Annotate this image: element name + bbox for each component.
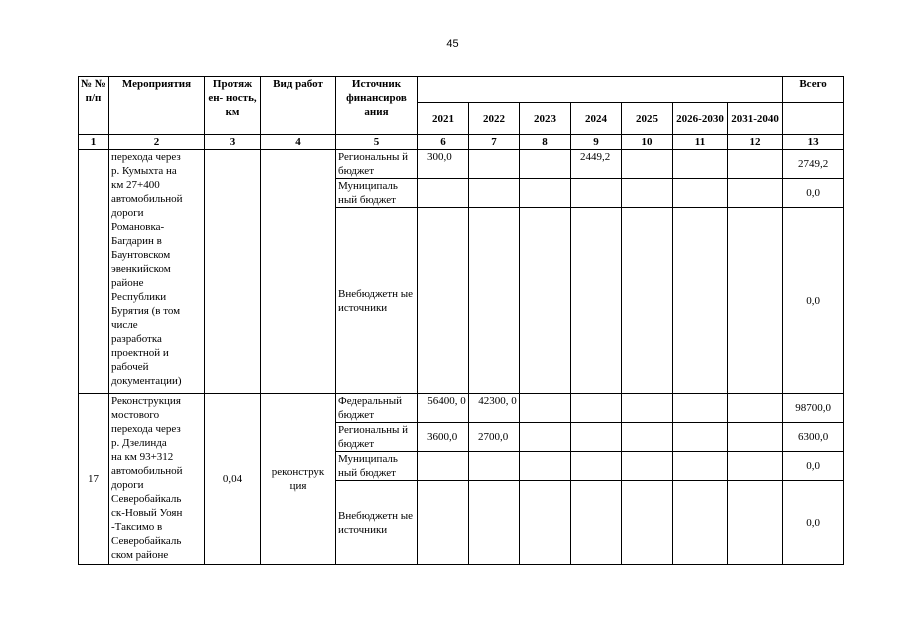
value-cell: [622, 208, 673, 394]
financing-table: [78, 76, 844, 565]
header-work-type: Вид работ: [261, 77, 336, 135]
value-cell: [728, 452, 783, 481]
value-cell: [469, 208, 520, 394]
value-cell: [520, 179, 571, 208]
value-cell: [728, 150, 783, 179]
value-cell: [571, 208, 622, 394]
column-number: 7: [469, 135, 520, 150]
value-cell: [673, 423, 728, 452]
header-num: № № п/п: [79, 77, 109, 135]
event-description: перехода через р. Кумыхта на км 27+400 автомобильной дороги Романовка- Багдарин в Баунтовском эвенкийском районе Республики Бурятия (в том числе разработка проектной и рабочей документации): [109, 150, 205, 394]
value-cell: [418, 179, 469, 208]
column-number: 2: [109, 135, 205, 150]
value-cell: 42300, 0: [469, 394, 520, 423]
value-cell: [622, 394, 673, 423]
value-cell: [622, 150, 673, 179]
column-number: 4: [261, 135, 336, 150]
header-year: 2031-2040: [728, 103, 783, 135]
value-cell: [728, 179, 783, 208]
total-cell: 0,0: [783, 481, 844, 565]
value-cell: [728, 394, 783, 423]
page-number: 45: [446, 38, 459, 50]
value-cell: [622, 423, 673, 452]
value-cell: 300,0: [418, 150, 469, 179]
value-cell: [520, 208, 571, 394]
value-cell: [673, 452, 728, 481]
value-cell: 2700,0: [469, 423, 520, 452]
work-type: реконструк ция: [261, 394, 336, 565]
value-cell: [520, 150, 571, 179]
value-cell: [622, 481, 673, 565]
column-number: 9: [571, 135, 622, 150]
header-year: 2026-2030: [673, 103, 728, 135]
total-cell: 0,0: [783, 452, 844, 481]
column-number: 11: [673, 135, 728, 150]
funding-source: Региональны й бюджет: [336, 150, 418, 179]
value-cell: [673, 179, 728, 208]
value-cell: [728, 423, 783, 452]
column-number: 13: [783, 135, 844, 150]
header-total: Всего: [783, 77, 844, 103]
value-cell: [673, 481, 728, 565]
value-cell: [728, 481, 783, 565]
table-row: [79, 150, 844, 179]
row-number: 17: [79, 394, 109, 565]
length-value: 0,04: [205, 394, 261, 565]
value-cell: [520, 481, 571, 565]
funding-source: Внебюджетн ые источники: [336, 208, 418, 394]
value-cell: [622, 179, 673, 208]
event-description: Реконструкция мостового перехода через р. Дзелинда на км 93+312 автомобильной дороги Севеpобайкаль ск-Новый Уоян -Таксимо в Севеpобайкаль ском районе: [109, 394, 205, 565]
total-cell: 2749,2: [783, 150, 844, 179]
value-cell: [571, 179, 622, 208]
total-cell: 6300,0: [783, 423, 844, 452]
row-number: [79, 150, 109, 394]
value-cell: [418, 481, 469, 565]
funding-source: Муниципаль ный бюджет: [336, 179, 418, 208]
value-cell: [469, 452, 520, 481]
value-cell: 3600,0: [418, 423, 469, 452]
length-value: [205, 150, 261, 394]
value-cell: [418, 452, 469, 481]
column-number: 5: [336, 135, 418, 150]
header-event: Мероприятия: [109, 77, 205, 135]
value-cell: [571, 394, 622, 423]
value-cell: [469, 179, 520, 208]
value-cell: [520, 423, 571, 452]
funding-source: Региональны й бюджет: [336, 423, 418, 452]
header-year: 2023: [520, 103, 571, 135]
header-year: 2024: [571, 103, 622, 135]
value-cell: [520, 452, 571, 481]
header-length: Протяж ен- ность, км: [205, 77, 261, 135]
funding-source: Федеральный бюджет: [336, 394, 418, 423]
header-year: 2021: [418, 103, 469, 135]
work-type: [261, 150, 336, 394]
column-number: 1: [79, 135, 109, 150]
header-years-group: [418, 77, 783, 103]
value-cell: 2449,2: [571, 150, 622, 179]
value-cell: [673, 394, 728, 423]
total-cell: 98700,0: [783, 394, 844, 423]
header-total-blank: [783, 103, 844, 135]
table-row: [79, 394, 844, 423]
header-year: 2022: [469, 103, 520, 135]
value-cell: [673, 150, 728, 179]
value-cell: [673, 208, 728, 394]
column-number: 3: [205, 135, 261, 150]
value-cell: [469, 150, 520, 179]
total-cell: 0,0: [783, 208, 844, 394]
column-number: 8: [520, 135, 571, 150]
value-cell: 56400, 0: [418, 394, 469, 423]
value-cell: [728, 208, 783, 394]
value-cell: [622, 452, 673, 481]
column-number: 12: [728, 135, 783, 150]
value-cell: [571, 423, 622, 452]
column-number: 10: [622, 135, 673, 150]
funding-source: Внебюджетн ые источники: [336, 481, 418, 565]
value-cell: [571, 452, 622, 481]
value-cell: [469, 481, 520, 565]
value-cell: [418, 208, 469, 394]
total-cell: 0,0: [783, 179, 844, 208]
header-year: 2025: [622, 103, 673, 135]
funding-source: Муниципаль ный бюджет: [336, 452, 418, 481]
column-number: 6: [418, 135, 469, 150]
header-source: Источник финансиров ания: [336, 77, 418, 135]
value-cell: [520, 394, 571, 423]
value-cell: [571, 481, 622, 565]
